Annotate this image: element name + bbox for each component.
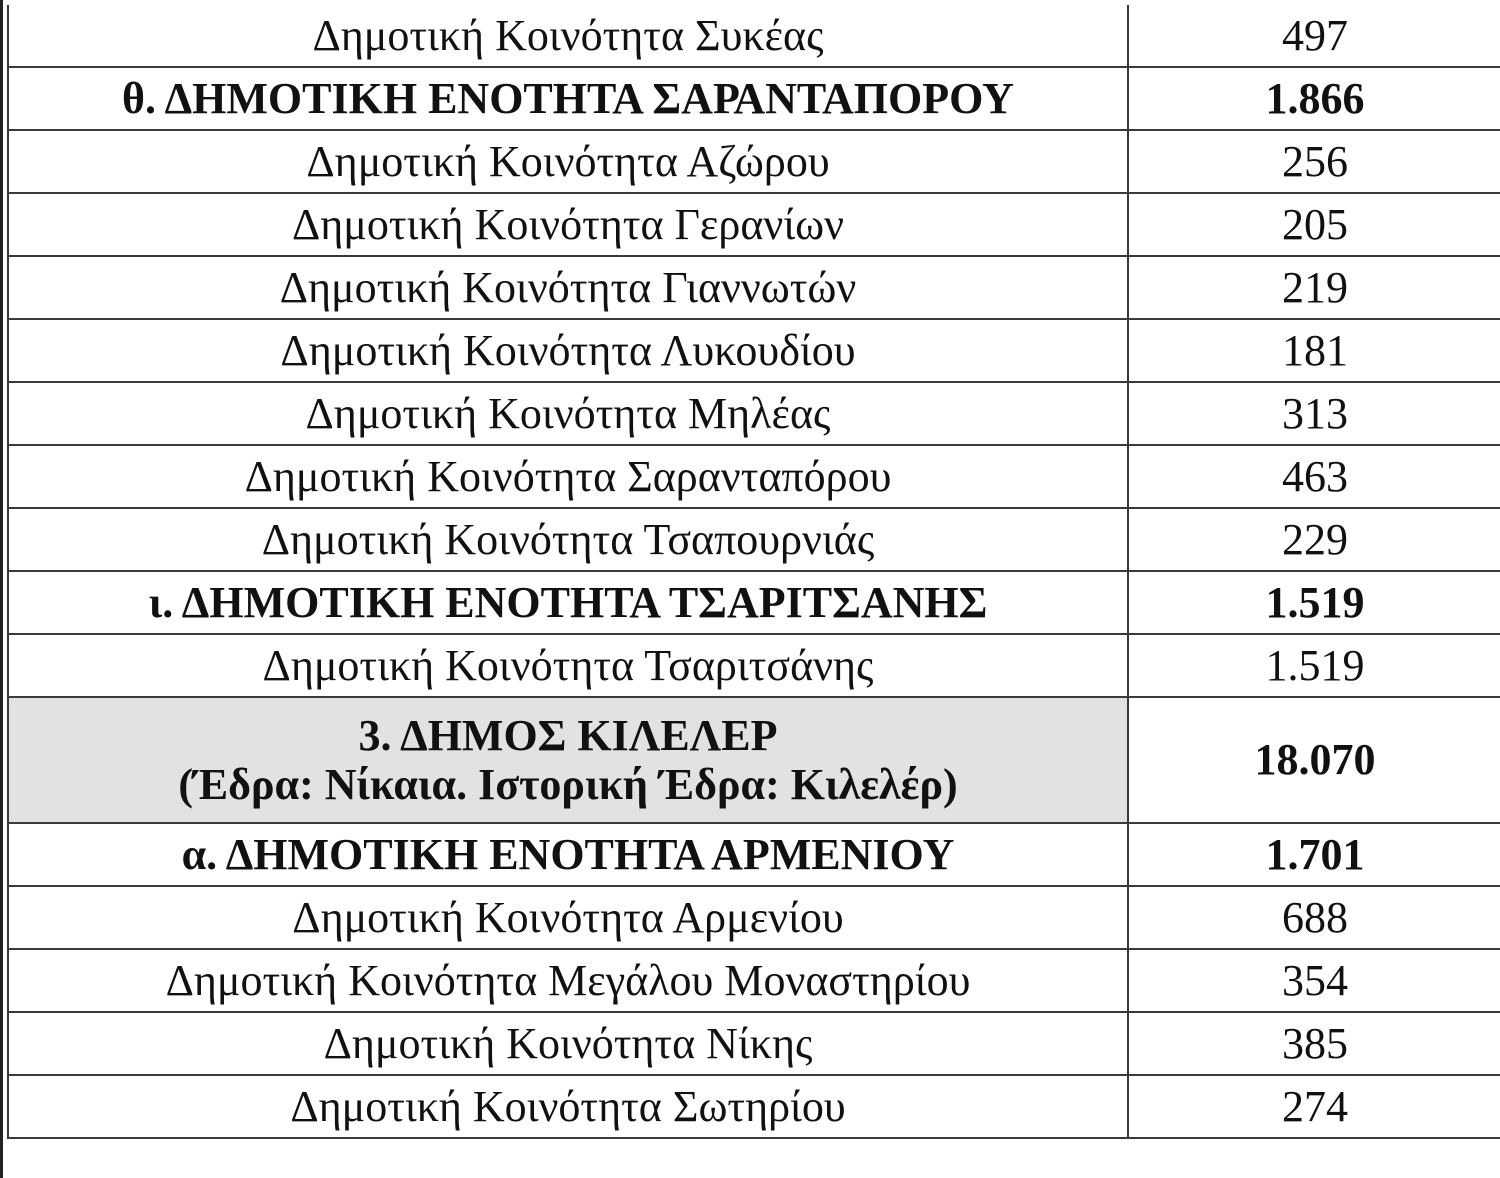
- table-row: [8, 382, 1500, 445]
- table-row: [8, 1075, 1500, 1138]
- table-row: [8, 949, 1500, 1012]
- community-name: Δημοτική Κοινότητα Αζώρου: [8, 130, 1128, 193]
- population-table: [7, 5, 1500, 1139]
- population-value: 219: [1128, 256, 1500, 319]
- population-value: 256: [1128, 130, 1500, 193]
- population-value: 1.519: [1128, 571, 1500, 634]
- table-row: [8, 256, 1500, 319]
- population-value: 18.070: [1128, 697, 1500, 823]
- population-value: 497: [1128, 5, 1500, 67]
- population-value: 1.519: [1128, 634, 1500, 697]
- population-value: 688: [1128, 886, 1500, 949]
- community-name: Δημοτική Κοινότητα Τσαριτσάνης: [8, 634, 1128, 697]
- municipality-name: 3. ΔΗΜΟΣ ΚΙΛΕΛΕΡ: [358, 710, 778, 760]
- table-row: [8, 634, 1500, 697]
- municipal-unit-name: α. ΔΗΜΟΤΙΚΗ ΕΝΟΤΗΤΑ ΑΡΜΕΝΙΟΥ: [8, 823, 1128, 886]
- population-value: 313: [1128, 382, 1500, 445]
- community-name: Δημοτική Κοινότητα Λυκουδίου: [8, 319, 1128, 382]
- population-value: 354: [1128, 949, 1500, 1012]
- community-name: Δημοτική Κοινότητα Γιαννωτών: [8, 256, 1128, 319]
- table-row: [8, 508, 1500, 571]
- table-row: [8, 886, 1500, 949]
- municipality-seat: (Έδρα: Νίκαια. Ιστορική Έδρα: Κιλελέρ): [178, 760, 958, 809]
- table-row: [8, 193, 1500, 256]
- community-name: Δημοτική Κοινότητα Τσαπουρνιάς: [8, 508, 1128, 571]
- table-row: [8, 1012, 1500, 1075]
- municipality-cell: [8, 697, 1128, 823]
- table-row: [8, 319, 1500, 382]
- table-row: [8, 571, 1500, 634]
- community-name: Δημοτική Κοινότητα Συκέας: [8, 5, 1128, 67]
- community-name: Δημοτική Κοινότητα Μεγάλου Μοναστηρίου: [8, 949, 1128, 1012]
- population-value: 229: [1128, 508, 1500, 571]
- population-value: 1.701: [1128, 823, 1500, 886]
- population-value: 1.866: [1128, 67, 1500, 130]
- community-name: Δημοτική Κοινότητα Γερανίων: [8, 193, 1128, 256]
- table-row: [8, 697, 1500, 823]
- municipal-unit-name: θ. ΔΗΜΟΤΙΚΗ ΕΝΟΤΗΤΑ ΣΑΡΑΝΤΑΠΟΡΟΥ: [8, 67, 1128, 130]
- table-row: [8, 130, 1500, 193]
- table-row: [8, 5, 1500, 67]
- population-value: 385: [1128, 1012, 1500, 1075]
- municipal-unit-name: ι. ΔΗΜΟΤΙΚΗ ΕΝΟΤΗΤΑ ΤΣΑΡΙΤΣΑΝΗΣ: [8, 571, 1128, 634]
- community-name: Δημοτική Κοινότητα Αρμενίου: [8, 886, 1128, 949]
- table-row: [8, 445, 1500, 508]
- population-value: 181: [1128, 319, 1500, 382]
- table-row: [8, 67, 1500, 130]
- community-name: Δημοτική Κοινότητα Νίκης: [8, 1012, 1128, 1075]
- outer-border-rule: [0, 0, 3, 1178]
- community-name: Δημοτική Κοινότητα Σωτηρίου: [8, 1075, 1128, 1138]
- community-name: Δημοτική Κοινότητα Μηλέας: [8, 382, 1128, 445]
- population-value: 274: [1128, 1075, 1500, 1138]
- table-row: [8, 823, 1500, 886]
- population-value: 463: [1128, 445, 1500, 508]
- community-name: Δημοτική Κοινότητα Σαρανταπόρου: [8, 445, 1128, 508]
- population-value: 205: [1128, 193, 1500, 256]
